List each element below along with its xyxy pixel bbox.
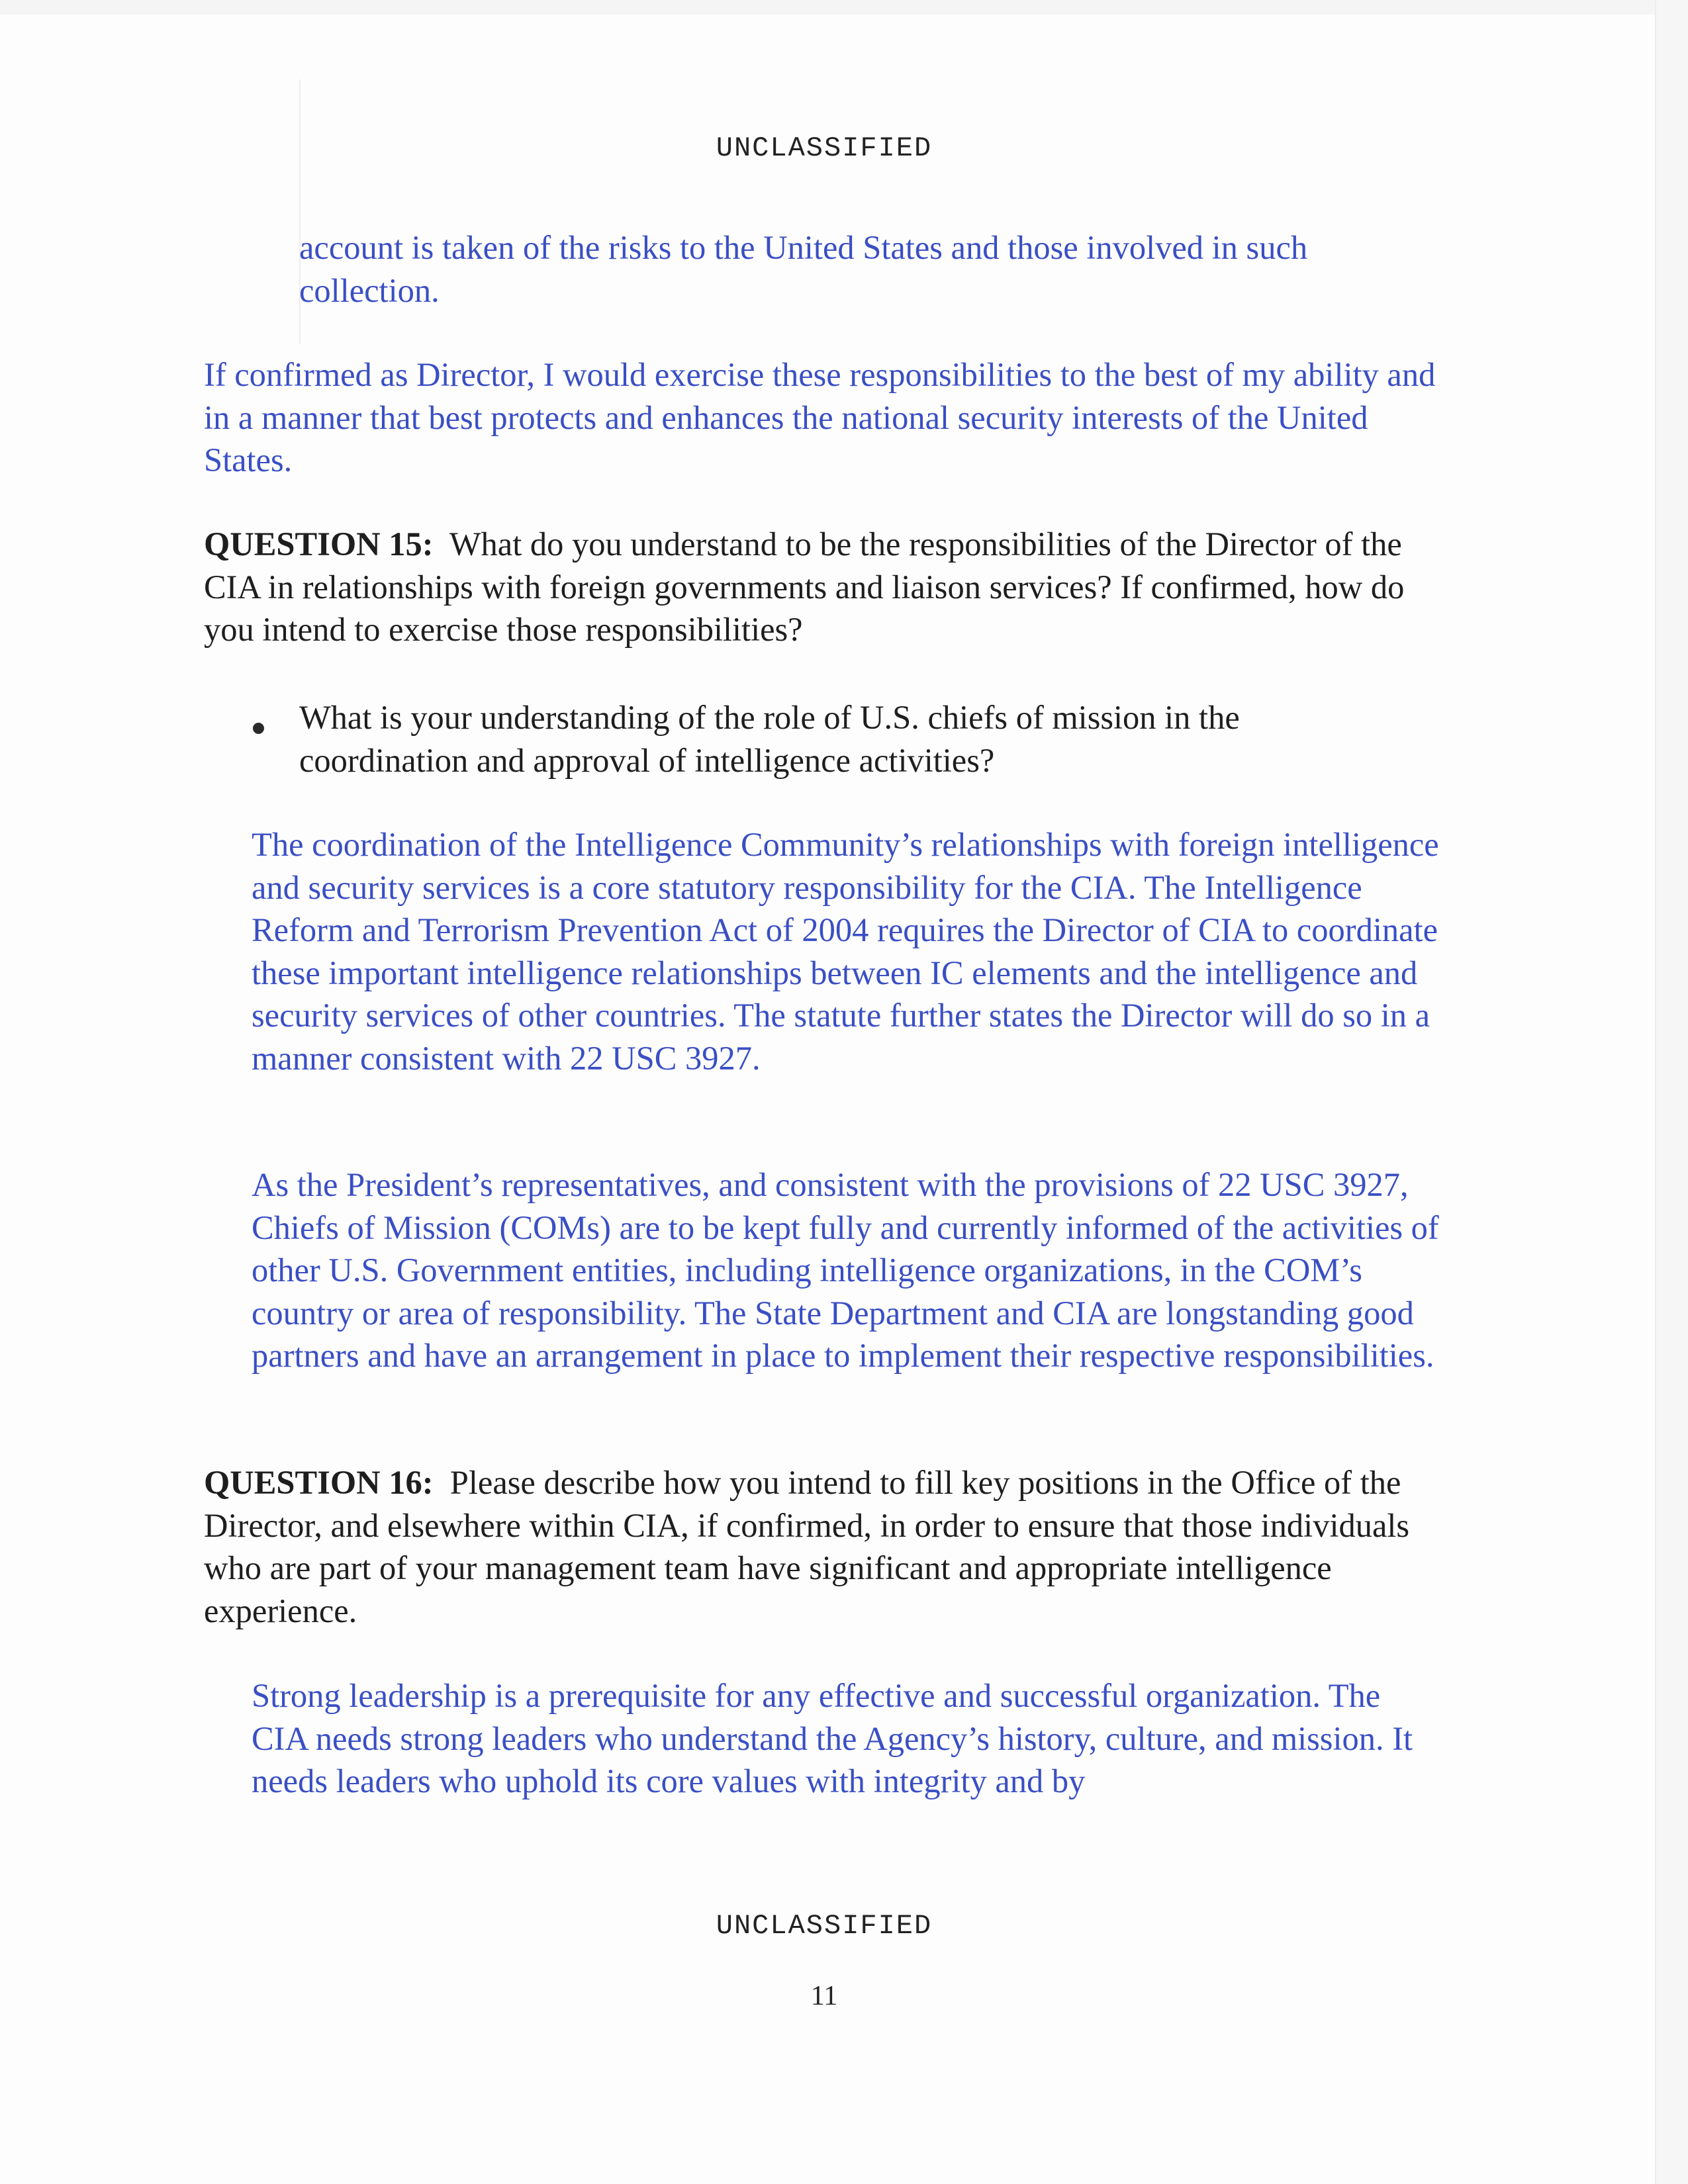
question-16-text: Please describe how you intend to fill key positions in the Office of the Director, and elsewhere within CIA, if confirmed, in order to ensure that those individuals who are part of your management team have significant and appropriate intelligence experience. — [204, 1464, 1410, 1629]
question-15-text: What do you understand to be the responsibilities of the Director of the CIA in relationships with foreign governments and liaison services? If confirmed, how do you intend to exercise those responsibilities? — [204, 525, 1405, 648]
question-16 — [204, 1461, 1462, 1632]
answer-16: Strong leadership is a prerequisite for any effective and successful organization. The CIA needs strong leaders who understand the Agency’s history, culture, and mission. It needs leaders who uphold its core values with integrity and by — [252, 1677, 1413, 1799]
question-15 — [204, 523, 1462, 651]
answer-continuation: account is taken of the risks to the United States and those involved in such collection. — [299, 229, 1308, 309]
header-classification-marking: UNCLASSIFIED — [716, 132, 933, 164]
scan-edge-right — [1655, 0, 1688, 2184]
question-15-label: QUESTION 15: — [204, 525, 434, 563]
page-number: 11 — [810, 1981, 838, 2011]
question-16-label: QUESTION 16: — [204, 1464, 434, 1501]
answer-15-paragraph-2: As the President’s representatives, and consistent with the provisions of 22 USC 3927, Chiefs of Mission (COMs) are to be kept fully and currently informed of the activities of other U.S. Government entities, including intelligence organizations, in the COM’s country or area of responsibility. The State Department and CIA are longstanding good partners and have an arrangement in place to implement their respective responsibilities. — [252, 1166, 1439, 1374]
answer-14-closing: If confirmed as Director, I would exercise these responsibilities to the best of my ability and in a manner that best protects and enhances the national security interests of the United States. — [204, 356, 1436, 478]
question-15-bullet: What is your understanding of the role of U.S. chiefs of mission in the coordination and approval of intelligence activities? — [299, 699, 1240, 779]
scan-edge-top — [0, 0, 1688, 15]
answer-15-paragraph-1: The coordination of the Intelligence Community’s relationships with foreign intelligence and security services is a core statutory responsibility for the CIA. The Intelligence Reform and Terrorism Prevention Act of 2004 requires the Director of CIA to coordinate these important intelligence relationships between IC elements and the intelligence and security services of other countries. The statute further states the Director will do so in a manner consistent with 22 USC 3927. — [252, 826, 1439, 1077]
footer-classification-marking: UNCLASSIFIED — [716, 1910, 933, 1942]
bullet-icon — [253, 723, 264, 734]
